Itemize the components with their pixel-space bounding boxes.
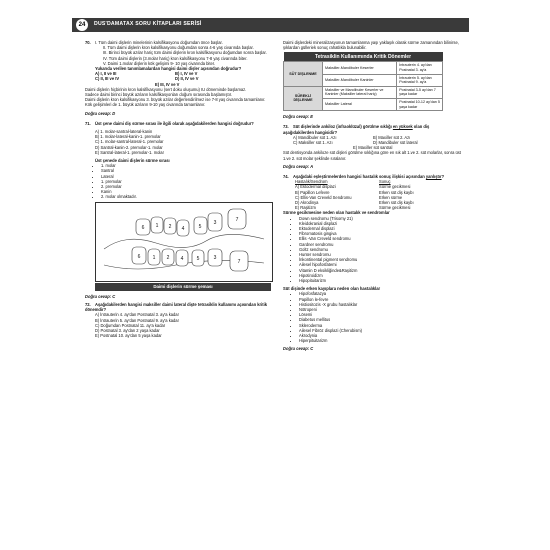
option-e: E) Raşitizm (295, 205, 316, 211)
list-item: • 1. molar (101, 163, 274, 168)
option-a: A) Ektodermal displazi (295, 184, 336, 190)
option-c: C) Ellis-Van Creveld Sendromu (295, 194, 352, 200)
tooth-label: 7 (237, 258, 241, 265)
list-item: • Down sendromu (Trisomy 21) (299, 216, 461, 221)
delayed-eruption-list (283, 216, 461, 284)
list-item: • Hunter sendromu (299, 252, 461, 257)
answer: Doğru cevap: C (85, 293, 116, 299)
question-number: 74. (283, 173, 289, 179)
tooth-label: 6 (137, 253, 141, 260)
list-item: • Sklerodermа (299, 323, 461, 328)
tooth-label: 3 (213, 219, 217, 226)
answer: Doğru cevap: E (283, 114, 314, 120)
question-stem: Aşağıdakilerden hangisi maksiller daimi lateral dişte tetrasiklin kullanımı açısından kritik dönemdir? (85, 301, 268, 313)
tooth-label: 7 (235, 216, 239, 223)
option-e: E) III, IV ve V (155, 81, 180, 87)
answer: Doğru cevap: D (85, 110, 116, 116)
explanation-line: Kök gelişimleri de 1. büyük azıların 9-10 yaş civarında tamamlanır. (85, 102, 206, 108)
question-73 (283, 124, 461, 169)
statement-5: V. Daimi 1.molar dişlerin kök gelişimi 9- 10 yaş civarında biter. (103, 60, 216, 66)
option-result: Erken süt diş kaybı (379, 200, 414, 205)
question-72 (85, 302, 274, 338)
eruption-figure (95, 202, 273, 282)
option-a: A) 1. molar-santral-lateral-kanin (95, 129, 153, 135)
option-d: D) II, IV ve V (175, 76, 199, 82)
page-number: 24 (76, 19, 88, 31)
statement-3: III. Birinci büyük azılar hariç tüm daimi dişlerin kron kalsifikasyonu doğumdan sonra başlar. (103, 50, 267, 56)
tooth-label: 3 (213, 254, 217, 261)
question-number: 73. (283, 124, 289, 130)
column-header: Hastalık/Sendrom (295, 179, 328, 185)
group-label: SÜT DİŞLENME (284, 62, 323, 86)
stem-emphasis: en yüksek (392, 124, 413, 130)
series-title: DUS'DAMATAX SORU KİTAPLARI SERİSİ (94, 21, 202, 27)
option-a: A) Mandibuler süt 1. Azı (293, 134, 337, 140)
list-item: • Ailesel hipofosfatemi (299, 262, 461, 267)
explanation-line: Sadece daimi birinci büyük azıların kalsifikasyonları doğum sırasında başlamıştır. (85, 92, 232, 98)
intro-text: Daimi dişlerdeki mineralizasyonun tamamlanma yaşı yaklaşık olarak sürme zamanından bilinirse, şıklardan gülleriek sonuç rahatlıkla bulunabilir. (283, 40, 459, 51)
right-column (283, 40, 461, 352)
list-item: • Lateral (101, 174, 274, 179)
list-item: • Santral (101, 168, 274, 173)
option-c: C) II, III ve IV (95, 76, 120, 82)
explanation-line: Daimi dişlerin hiçbirinin kron kalsifikasyonu (sert doku oluşumu) IU döneminde başlamaz. (85, 86, 247, 92)
list-item: • Diabetus mellitus (299, 317, 461, 322)
option-d: D) Santral-kanin-2. premolar-1. molar (95, 144, 163, 150)
option-c: C) Maksiller süt 1. Azı (293, 139, 333, 145)
early-loss-list (283, 291, 461, 343)
statement-2: II. Tüm daimi dişlerin kron kalsifikasyonu doğumdan sonra 4-6 yaş civarında başlar. (103, 45, 254, 51)
option-a: A) İntrauterin 4. ay'dan Postnatal 3. ay'a kadar (95, 312, 179, 318)
question-stem: Üst çene daimi diş sürme sırası ile ilgili olarak aşağıdakilerden hangisi doğrudur? (95, 120, 254, 126)
book-page (72, 18, 469, 536)
option-a: A) I, II ve III (95, 71, 117, 77)
question-stem-end: ? (441, 173, 445, 179)
question-number: 71. (85, 120, 91, 126)
critical-period: İntrauterin 4. ay'dan Postnatal 3. ay'a (397, 62, 443, 74)
list-item: • Hipotiroidizm (299, 273, 461, 278)
figure-caption: Daimi dişlerin sürme şeması (95, 283, 271, 291)
answer: Doğru cevap: A (283, 163, 314, 169)
tooth-label: 4 (181, 225, 185, 232)
option-b: B) Papillon Lefevre (295, 189, 330, 195)
critical-period: Postnatal 10-12 ay'dan 5 yaşa kadar (397, 98, 443, 110)
option-c: C) Doğumdan Postnatal 11. ay'a kadar (95, 322, 166, 328)
option-result: Sürme gecikmesi (379, 205, 411, 211)
question-number: 70. (85, 40, 91, 45)
option-d: D) Akrodinya (295, 200, 319, 205)
eruption-order-list (85, 163, 274, 199)
list-item: • İnkontinental pigment sendromu (299, 257, 461, 262)
list-item: • Goltz sendromu (299, 247, 461, 252)
list-item: • Histiositozis -X grubu hastalıklar (299, 302, 461, 307)
answer: Doğru cevap: C (283, 346, 314, 352)
tooth-label: 5 (196, 255, 200, 262)
option-d: D) Mandibuler süt lateral (373, 139, 418, 145)
option-d: D) Postnatal 3. ay'dan 2 yaşa kadar (95, 327, 160, 333)
critical-period: İntrauterin 5. ay'dan Postnatal 9. ay'a (397, 74, 443, 86)
option-b: B) İntrauterin 5. ay'dan Postnatal 9. ay'a kadar (95, 317, 179, 323)
tooth-group: Maksiller-Mandibuler Kaninler (323, 74, 397, 86)
option-result: Erken süt diş kaybı (379, 189, 414, 195)
tetracycline-table (283, 52, 443, 111)
tooth-group: Maksiller Lateral (323, 98, 397, 110)
list-item: • Vitamin D eksikliğinde&Raşitizm (299, 268, 461, 273)
list-item: • Ektodermal displazi (299, 226, 461, 231)
option-e: E) Postnatal 10. ay'dan 5 yaşa kadar (95, 333, 162, 339)
list-item: • Hipofosfatazya (299, 291, 461, 296)
statement-1: I. Tüm daimi dişlerin minelerinin kalsifikasyonu doğumdan önce başlar. (95, 40, 223, 45)
tooth-label: 6 (141, 224, 145, 231)
question-stem: Aşağıdaki eşleştirmelerden hangisi hastalık sonuç ilişkisi açısından (293, 173, 426, 179)
list-item: • Kanin (101, 189, 274, 194)
question-stem: Yukarıda verilen tanımlamalardan hangisi daimi dişler açısından doğrudur? (95, 66, 242, 72)
option-c: C) 1. molar-santral-lateral-1. premolar (95, 139, 164, 145)
list-item: • Lösemi (299, 312, 461, 317)
critical-period: Postnatal 3-5 ay'dan 7 yaşa kadar (397, 86, 443, 98)
tooth-label: 4 (180, 255, 184, 262)
option-e: E) Santral-lateral-1. premolar-1. molar (95, 149, 164, 155)
stem-emphasis: yanlıştır (425, 173, 442, 179)
question-number: 72. (85, 301, 91, 307)
question-stem-end: olan diş aşağıdakilerden hangisidir? (283, 124, 430, 135)
option-b: B) 1. molar-lateral-kanin-1. premolar (95, 134, 161, 140)
option-b: B) Maxiller süt 2. Azı (373, 134, 411, 140)
list-item: • Ellis -Van Creveld sendromu (299, 236, 461, 241)
teeth-illustration (96, 203, 272, 281)
explanation-line: Daimi dişlerin kron kalsifikasyonu 3. büyük azılar değerlendirilmez ise 7-8 yaş civarında tamamlanır. (85, 97, 266, 103)
list-item: • Hipopituitarizm (299, 278, 461, 283)
list-item: • Kleidokranial displazi (299, 221, 461, 226)
option-e: E) Maxiller süt santral (353, 145, 393, 151)
matching-table (295, 179, 418, 210)
option-result: Sürme gecikmesi (379, 184, 411, 190)
list-item: • 2. premolar (101, 184, 274, 189)
question-70 (85, 40, 274, 116)
list-item: • Hiperpituitarizm (299, 338, 461, 343)
list-item: • Papillon le-fevre (299, 297, 461, 302)
tooth-label: 1 (155, 222, 159, 229)
list-item: • Fibromatosis gingiva (299, 231, 461, 236)
list-title: Süt dişinde erken kayıplara neden olan hastalıklar (283, 286, 381, 292)
list-title: Sürme gecikmesine neden olan hastalık ve sendromlar (283, 210, 390, 216)
option-result: Erken sürme (379, 194, 403, 200)
option-b: B) I, IV ve V (175, 71, 198, 77)
list-item: • 1. premolar (101, 179, 274, 184)
table-title: Tetrasiklin Kullanımında Kritik Dönemler (284, 52, 443, 62)
left-column (85, 40, 274, 338)
statement-4: IV. Tüm daimi dişlerin (3.molar hariç) kron kalsifikasyonu 7-8 yaş civarında biter. (103, 55, 248, 61)
tooth-label: 5 (198, 223, 202, 230)
question-stem: Süt dişlerinde ankiloz (infraoklüzal) görülme sıklığı (293, 124, 393, 130)
list-item: • Ailesel Fibröz displazi (Cherubism) (299, 328, 461, 333)
list-item: • 2. molar olmaktadır. (101, 194, 274, 199)
tooth-label: 1 (152, 254, 156, 261)
column-header: Sonuç (379, 179, 391, 185)
list-item: • Akrodynia (299, 333, 461, 338)
page-header (72, 18, 469, 32)
list-item: • Nötropeni (299, 307, 461, 312)
tooth-group: Maksiller ve Mandibuler Keserler ve Kaninler (Maksiller lateral hariç) (323, 86, 397, 98)
explanation: Süt dentisyonda ankiloze süt dişleri görülme sıklığına göre en sık alt 1.ve 2. süt molarlar, sonra üst 1.ve 2. süt molar şeklinde sıralanır. (283, 150, 461, 161)
tooth-group: Maksiller-Mandibuler Keserler (323, 62, 397, 74)
question-71 (85, 121, 274, 299)
group-label: SÜREKLİ DİŞLENME (284, 86, 323, 110)
question-74 (283, 174, 461, 352)
tooth-label: 2 (166, 254, 170, 261)
list-title: Üst çenede daimi dişlerin sürme sırası (95, 158, 170, 164)
tooth-label: 2 (168, 223, 172, 230)
list-item: • Gardner sendromu (299, 242, 461, 247)
